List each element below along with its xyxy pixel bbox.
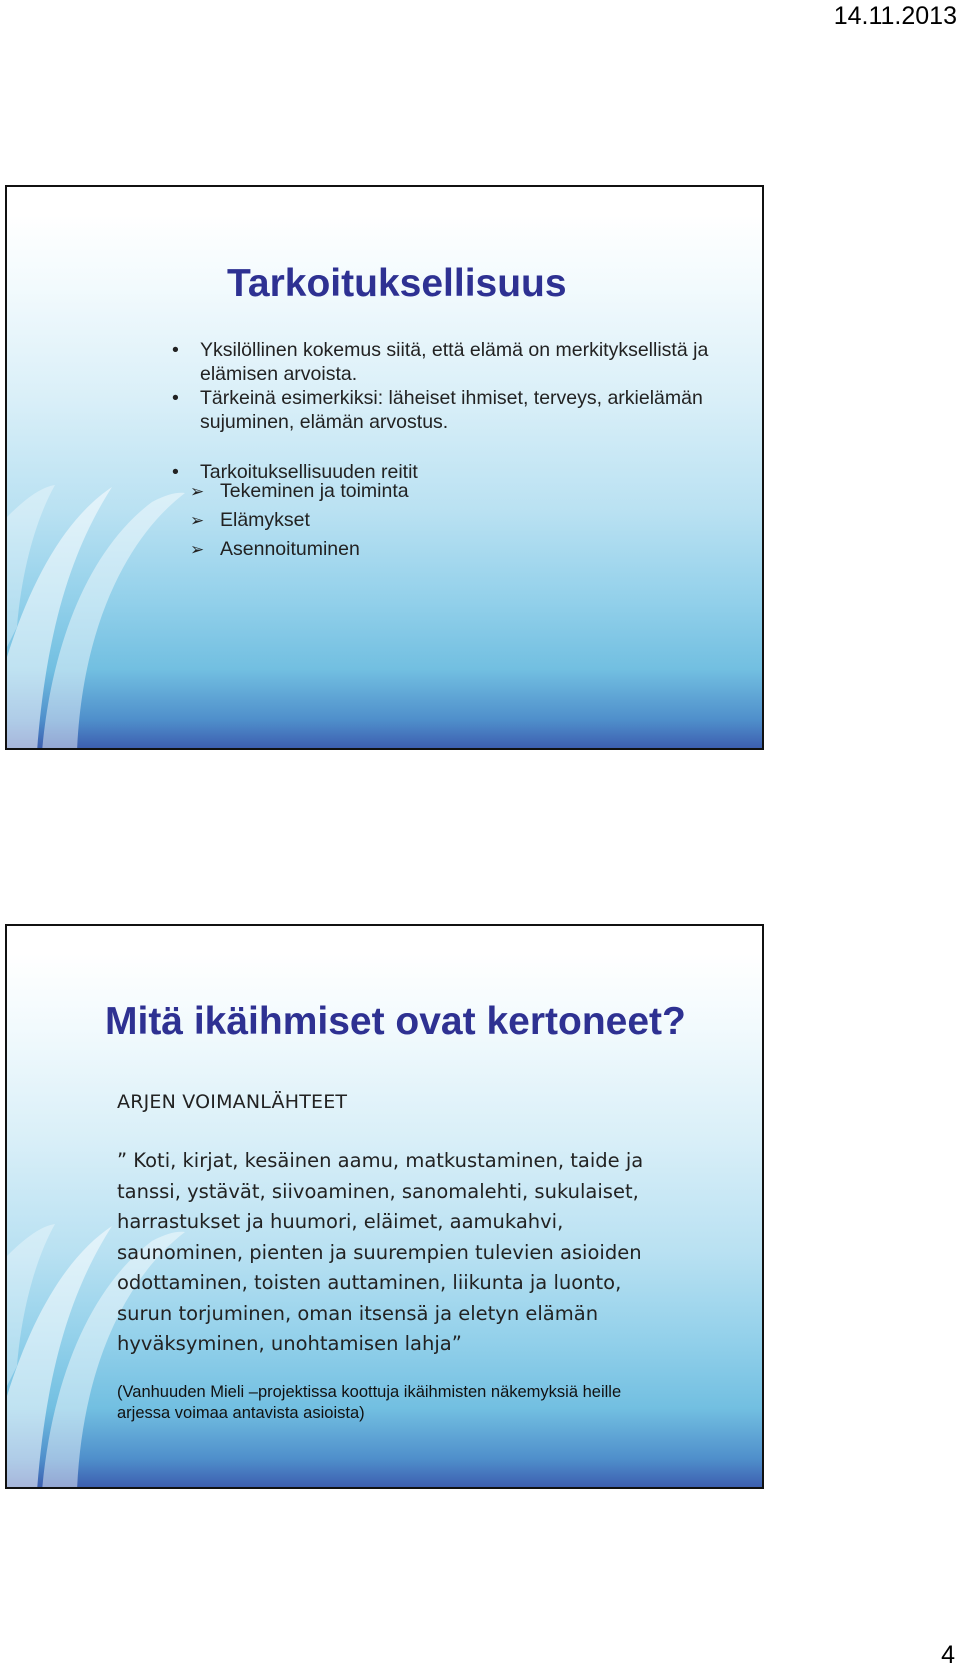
bullet-text: Yksilöllinen kokemus siitä, että elämä on merkityksellistä ja elämisen arvoista. <box>200 339 709 385</box>
slide-1 <box>5 185 764 750</box>
page-number: 4 <box>941 1641 955 1669</box>
section-heading: ARJEN VOIMANLÄHTEET <box>117 1091 348 1113</box>
sub-item-text: Elämykset <box>220 509 310 531</box>
arrow-bullet-icon: ➢ <box>190 511 205 530</box>
bullet-text: Tarkoituksellisuuden reitit <box>200 461 418 483</box>
bullet-icon: • <box>172 339 179 361</box>
bullet-icon: • <box>172 461 179 483</box>
quote-text: ” Koti, kirjat, kesäinen aamu, matkustaminen, taide ja tanssi, ystävät, siivoaminen, sanomalehti, sukulaiset, harrastukset ja huumori, eläimet, aamukahvi, saunominen, pienten ja suurempien tulevien asioiden odottaminen, toisten auttaminen, liikunta ja luonto, surun torjuminen, oman itsensä ja eletyn elämän hyväksyminen, unohtamisen lahja” <box>117 1149 644 1355</box>
source-note: (Vanhuuden Mieli –projektissa koottuja ikäihmisten näkemyksiä heille arjessa voimaa antavista asioista) <box>117 1383 622 1422</box>
sub-list-item <box>190 506 409 535</box>
list-item <box>172 338 762 386</box>
bullet-text: Tärkeinä esimerkiksi: läheiset ihmiset, terveys, arkielämän sujuminen, elämän arvostus. <box>200 387 703 433</box>
sub-item-text: Tekeminen ja toiminta <box>220 480 409 502</box>
slide-2-title: Mitä ikäihmiset ovat kertoneet? <box>105 1000 686 1043</box>
arrow-bullet-icon: ➢ <box>190 482 205 501</box>
sub-list-item <box>190 535 409 564</box>
bullet-icon: • <box>172 387 179 409</box>
slide-1-sub-bullets <box>190 477 409 564</box>
list-item <box>172 386 762 434</box>
arrow-bullet-icon: ➢ <box>190 540 205 559</box>
slide-2 <box>5 924 764 1489</box>
sub-item-text: Asennoituminen <box>220 538 360 560</box>
slide-1-bullets <box>172 338 762 484</box>
slide-1-title: Tarkoituksellisuus <box>227 262 567 305</box>
page-date: 14.11.2013 <box>833 2 957 30</box>
sub-list-item <box>190 477 409 506</box>
